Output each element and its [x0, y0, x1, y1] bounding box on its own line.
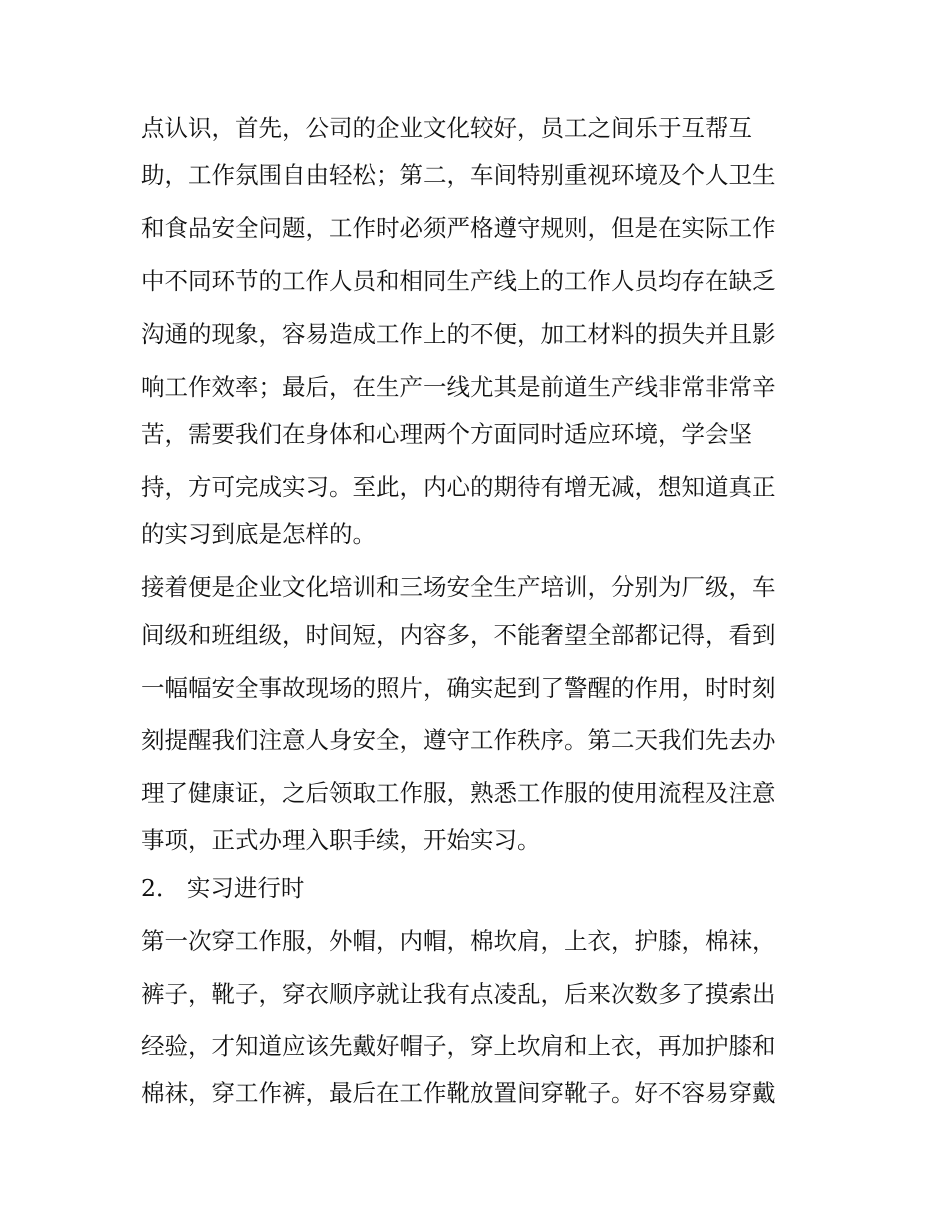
text-line: 理了健康证，之后领取工作服，熟悉工作服的使用流程及注意: [141, 779, 776, 807]
text-line: 一幅幅安全事故现场的照片，确实起到了警醒的作用，时时刻: [141, 674, 776, 702]
text-line: 和食品安全问题，工作时必须严格遵守规则，但是在实际工作: [141, 214, 776, 242]
text-line: 裤子，靴子，穿衣顺序就让我有点凌乱，后来次数多了摸索出: [141, 980, 776, 1008]
text-line: 苦，需要我们在身体和心理两个方面同时适应环境，学会坚: [141, 420, 752, 448]
text-line: 沟通的现象，容易造成工作上的不便，加工材料的损失并且影: [141, 320, 776, 348]
text-line: 棉袜，穿工作裤，最后在工作靴放置间穿靴子。好不容易穿戴: [141, 1079, 776, 1107]
text-line: 间级和班组级，时间短，内容多，不能奢望全部都记得，看到: [141, 621, 776, 649]
paragraph-start-line: 第一次穿工作服，外帽，内帽，棉坎肩，上衣，护膝，棉袜，: [141, 927, 776, 955]
text-line: 刻提醒我们注意人身安全，遵守工作秩序。第二天我们先去办: [141, 726, 776, 754]
paragraph-start-line: 接着便是企业文化培训和三场安全生产培训，分别为厂级，车: [141, 573, 776, 601]
text-line: 点认识，首先，公司的企业文化较好，员工之间乐于互帮互: [141, 114, 752, 142]
section-heading: 2． 实习进行时: [141, 874, 305, 902]
text-line: 响工作效率；最后，在生产一线尤其是前道生产线非常非常辛: [141, 373, 776, 401]
text-line: 助，工作氛围自由轻松；第二，车间特别重视环境及个人卫生: [141, 161, 776, 189]
text-line: 的实习到底是怎样的。: [141, 520, 376, 548]
text-line: 持，方可完成实习。至此，内心的期待有增无减，想知道真正: [141, 473, 776, 501]
text-line: 中不同环节的工作人员和相同生产线上的工作人员均存在缺乏: [141, 267, 776, 295]
text-line: 经验，才知道应该先戴好帽子，穿上坎肩和上衣，再加护膝和: [141, 1032, 776, 1060]
text-line: 事项，正式办理入职手续，开始实习。: [141, 826, 541, 854]
